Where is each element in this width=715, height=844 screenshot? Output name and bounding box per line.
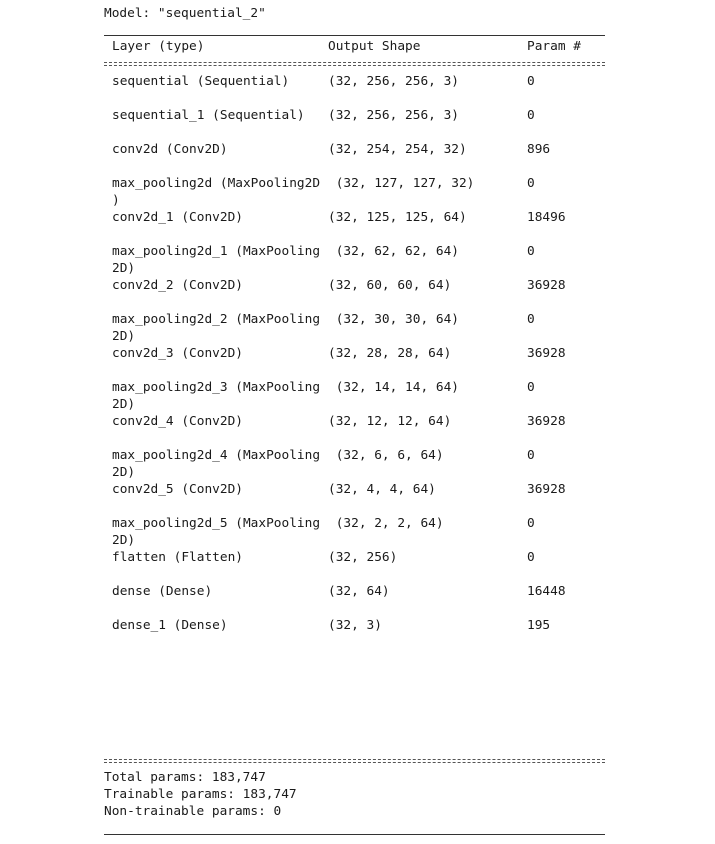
table-row	[104, 345, 605, 379]
param-count: 36928	[527, 278, 566, 293]
table-row	[104, 175, 605, 209]
layer-name: dense (Dense)	[112, 584, 213, 599]
table-row	[104, 243, 605, 277]
output-shape: (32, 6, 6, 64)	[328, 448, 444, 463]
total-params: Total params: 183,747	[104, 770, 266, 785]
trainable-params: Trainable params: 183,747	[104, 787, 297, 802]
layer-name: dense_1 (Dense)	[112, 618, 228, 633]
layer-name: conv2d (Conv2D)	[112, 142, 228, 157]
param-count: 36928	[527, 346, 566, 361]
layer-name: conv2d_1 (Conv2D)	[112, 210, 243, 225]
output-shape: (32, 3)	[328, 618, 382, 633]
param-count: 36928	[527, 414, 566, 429]
table-row	[104, 413, 605, 447]
param-count: 0	[527, 176, 535, 191]
output-shape: (32, 2, 2, 64)	[328, 516, 444, 531]
param-count: 36928	[527, 482, 566, 497]
output-shape: (32, 256, 256, 3)	[328, 108, 459, 123]
layer-name: max_pooling2d_2 (MaxPooling 2D)	[112, 312, 321, 344]
table-row	[104, 141, 605, 175]
layer-name: conv2d_4 (Conv2D)	[112, 414, 243, 429]
output-shape: (32, 256, 256, 3)	[328, 74, 459, 89]
table-row	[104, 549, 605, 583]
param-count: 0	[527, 516, 535, 531]
output-shape: (32, 125, 125, 64)	[328, 210, 467, 225]
table-row	[104, 73, 605, 107]
table-row	[104, 481, 605, 515]
output-shape: (32, 64)	[328, 584, 390, 599]
table-row	[104, 617, 605, 651]
param-count: 0	[527, 74, 535, 89]
layer-name: sequential (Sequential)	[112, 74, 290, 89]
model-title: Model: "sequential_2"	[104, 6, 266, 21]
output-shape: (32, 62, 62, 64)	[328, 244, 459, 259]
param-count: 0	[527, 312, 535, 327]
output-shape: (32, 12, 12, 64)	[328, 414, 452, 429]
layer-name: conv2d_2 (Conv2D)	[112, 278, 243, 293]
output-shape: (32, 127, 127, 32)	[328, 176, 475, 191]
param-count: 0	[527, 380, 535, 395]
param-count: 0	[527, 108, 535, 123]
table-row	[104, 379, 605, 413]
table-row	[104, 311, 605, 345]
header-output-shape: Output Shape	[328, 39, 421, 54]
table-row	[104, 447, 605, 481]
param-count: 0	[527, 448, 535, 463]
top-rule	[104, 35, 605, 36]
bottom-rule	[104, 834, 605, 835]
output-shape: (32, 4, 4, 64)	[328, 482, 436, 497]
layer-name: max_pooling2d_1 (MaxPooling 2D)	[112, 244, 321, 276]
footer-separator	[104, 759, 605, 763]
header-layer: Layer (type)	[112, 39, 205, 54]
header-row	[104, 38, 605, 72]
param-count: 16448	[527, 584, 566, 599]
output-shape: (32, 256)	[328, 550, 398, 565]
table-row	[104, 583, 605, 617]
layer-name: sequential_1 (Sequential)	[112, 108, 305, 123]
output-shape: (32, 14, 14, 64)	[328, 380, 459, 395]
table-row	[104, 277, 605, 311]
param-count: 0	[527, 550, 535, 565]
non-trainable-params: Non-trainable params: 0	[104, 804, 282, 819]
output-shape: (32, 28, 28, 64)	[328, 346, 452, 361]
layer-name: max_pooling2d_3 (MaxPooling 2D)	[112, 380, 321, 412]
layer-name: max_pooling2d (MaxPooling2D )	[112, 176, 321, 208]
param-count: 0	[527, 244, 535, 259]
param-count: 195	[527, 618, 551, 633]
param-count: 18496	[527, 210, 566, 225]
output-shape: (32, 254, 254, 32)	[328, 142, 467, 157]
param-count: 896	[527, 142, 551, 157]
layer-name: max_pooling2d_4 (MaxPooling 2D)	[112, 448, 321, 480]
output-shape: (32, 30, 30, 64)	[328, 312, 459, 327]
output-shape: (32, 60, 60, 64)	[328, 278, 452, 293]
header-separator	[104, 62, 605, 66]
header-param: Param #	[527, 39, 581, 54]
layer-name: max_pooling2d_5 (MaxPooling 2D)	[112, 516, 321, 548]
layer-name: conv2d_5 (Conv2D)	[112, 482, 243, 497]
layer-name: flatten (Flatten)	[112, 550, 243, 565]
table-row	[104, 515, 605, 549]
table-row	[104, 107, 605, 141]
layer-name: conv2d_3 (Conv2D)	[112, 346, 243, 361]
table-row	[104, 209, 605, 243]
